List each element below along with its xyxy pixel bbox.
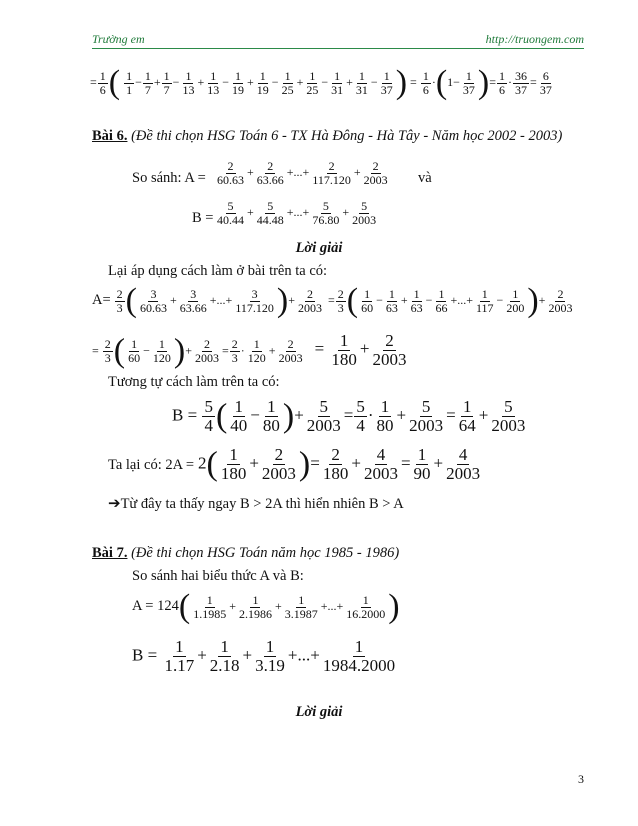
- header-url: http://truongem.com: [485, 32, 584, 46]
- bai7-heading: [92, 545, 399, 562]
- header-divider: [92, 48, 584, 49]
- bai6-A-line2: = $\frac{2}{3}$ ( $\frac{1}{60}$ − $\frac{1}{120}$ )+ $\frac{2}{2003}$ = $\frac{2}{3}$ · $\frac{1}{120}$ + $\frac{2}{2003}$ = $\frac{1}{180}$ + $\frac{2}{2003}$: [92, 331, 407, 370]
- bai6-2A-calc: 2( $\frac{1}{180}$ + $\frac{2}{2003}$ )= $\frac{2}{180}$ + $\frac{4}{2003}$ = $\frac{1}{90}$ + $\frac{4}{2003}$: [198, 445, 481, 483]
- bai6-B-calc: B = $\frac{5}{4}$ ( $\frac{1}{40}$ − $\frac{1}{80}$ )+ $\frac{5}{2003}$ = $\frac{5}{4}$ · $\frac{1}{80}$ + $\frac{5}{2003}$ = $\frac{1}{64}$ + $\frac{5}{2003}$: [172, 397, 526, 435]
- bai7-title: Bài 7.: [92, 545, 128, 561]
- bai6-conclusion: [108, 494, 404, 513]
- bai6-and: và: [418, 170, 432, 186]
- bai6-heading: [92, 128, 562, 145]
- bai6-B-expr: $\frac{5}{40.44}$ + $\frac{5}{44.48}$ +...+ $\frac{5}{76.80}$ + $\frac{5}{2003}$: [217, 199, 377, 227]
- equation-top: = $\frac{1}{6}$ ( $\frac{1}{1}$ − $\frac{1}{7}$ + $\frac{1}{7}$ − $\frac{1}{13}$ + $\frac{1}{13}$ − $\frac{1}{19}$ + $\frac{1}{19}$ − $\frac{1}{25}$ + $\frac{1}{25}$ − $\frac{1}{31}$ + $\frac{1}{31}$ − $\frac{1}{37}$ ) = $\frac{1}{6}$ ·(1− $\frac{1}{37}$ )= $\frac{1}{6}$ · $\frac{36}{37}$ = $\frac{6}{37}$: [90, 64, 552, 101]
- bai6-also-label: Ta lại có: 2A =: [108, 457, 195, 473]
- bai7-compare-line: So sánh hai biểu thức A và B:: [132, 568, 304, 584]
- bai6-compare-label: So sánh: A =: [132, 170, 206, 186]
- bai7-solution-title: Lời giải: [295, 704, 343, 720]
- bai6-A-line1: A= $\frac{2}{3}$ ( $\frac{3}{60.63}$ + $\frac{3}{63.66}$ +...+ $\frac{3}{117.120}$ )+ $\frac{2}{2003}$ = $\frac{2}{3}$ ( $\frac{1}{60}$ − $\frac{1}{63}$ + $\frac{1}{63}$ − $\frac{1}{66}$ +...+ $\frac{1}{117}$ − $\frac{1}{200}$ )+ $\frac{2}{2003}$: [92, 282, 573, 319]
- page-number: 3: [578, 772, 584, 786]
- bai6-B-label: B =: [192, 210, 214, 226]
- bai6-compare: [132, 170, 206, 187]
- bai6-title: Bài 6.: [92, 128, 128, 144]
- bai7-A-expr: A = 124( $\frac{1}{1.1985}$ + $\frac{1}{2.1986}$ + $\frac{1}{3.1987}$ +...+ $\frac{1}{16.2000}$ ): [132, 588, 400, 625]
- header-title: Trường em: [92, 32, 145, 46]
- bai6-similar-line: Tương tự cách làm trên ta có:: [108, 374, 280, 390]
- bai6-solution-title: Lời giải: [295, 240, 343, 256]
- bai6-apply-line: Lại áp dụng cách làm ở bài trên ta có:: [108, 263, 328, 279]
- bai7-source: (Đề thi chọn HSG Toán năm học 1985 - 1986): [131, 545, 400, 561]
- bai6-conclusion-text: Từ đây ta thấy ngay B > 2A thì hiển nhiên B > A: [120, 496, 404, 512]
- arrow-right-icon: ➔: [108, 496, 121, 512]
- bai6-A-expr: $\frac{2}{60.63}$ + $\frac{2}{63.66}$ +...+ $\frac{2}{117.120}$ + $\frac{2}{2003}$: [217, 159, 388, 187]
- bai7-B-expr: B = $\frac{1}{1.17}$ + $\frac{1}{2.18}$ + $\frac{1}{3.19}$ +...+ $\frac{1}{1984.2000}$: [132, 637, 396, 675]
- bai6-source: (Đề thi chọn HSG Toán 6 - TX Hà Đông - Hà Tây - Năm học 2002 - 2003): [131, 128, 563, 144]
